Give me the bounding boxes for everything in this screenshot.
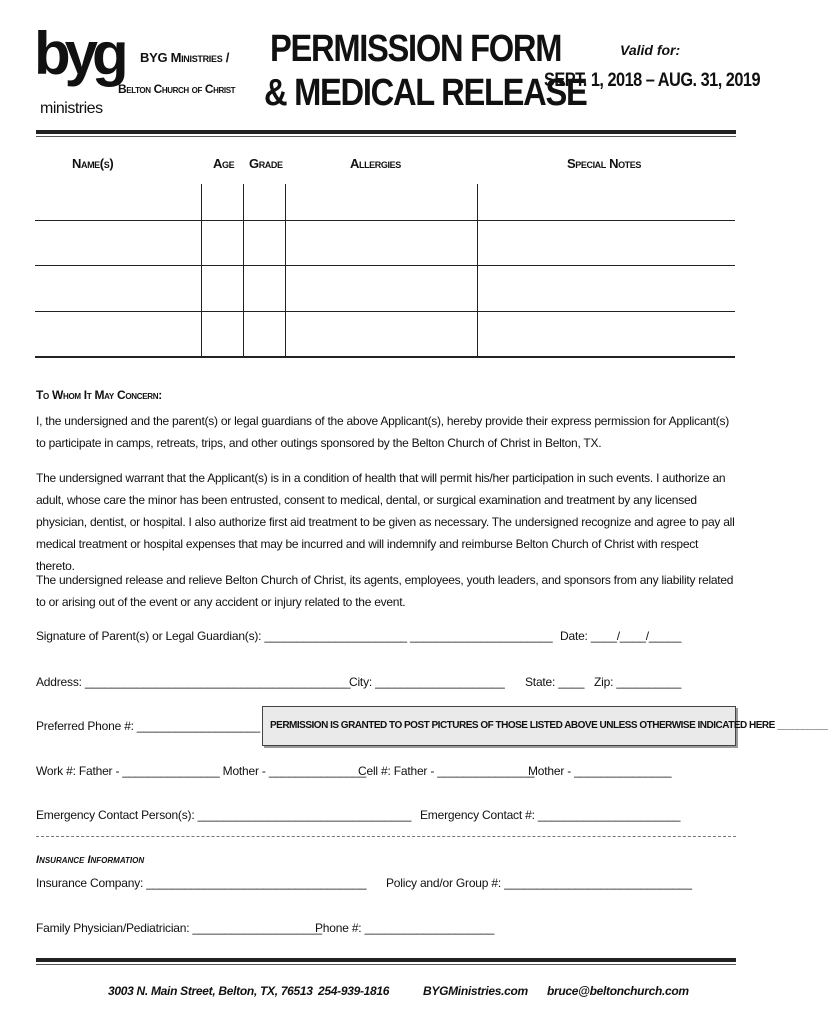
col-divider bbox=[243, 184, 244, 358]
form-title-line-1: PERMISSION FORM bbox=[270, 28, 562, 70]
svg-text:byg: byg bbox=[34, 20, 123, 87]
physician-phone-field[interactable]: Phone #: ____________________ bbox=[315, 921, 495, 935]
org-line-2: Belton Church of Christ bbox=[118, 82, 236, 96]
work-phone-field[interactable]: Work #: Father - _______________ Mother - _______________ bbox=[36, 764, 366, 778]
dashed-separator bbox=[36, 836, 736, 837]
city-field[interactable]: City: ____________________ bbox=[349, 675, 505, 689]
signature-field[interactable]: Signature of Parent(s) or Legal Guardian(s): ______________________ ______________________ bbox=[36, 629, 553, 643]
footer-address: 3003 N. Main Street, Belton, TX, 76513 bbox=[108, 984, 313, 998]
footer-rule-thin bbox=[36, 964, 736, 965]
emergency-contact-person-field[interactable]: Emergency Contact Person(s): _________________________________ bbox=[36, 808, 412, 822]
paragraph-permission: I, the undersigned and the parent(s) or legal guardians of the above Applicant(s), hereby provide their express permission for Applicant(s) to participate in camps, retreats, trips, and other outings sponsored by the Belton Church of Christ in Belton, TX. bbox=[36, 414, 729, 450]
footer-website[interactable]: BYGMinistries.com bbox=[423, 984, 528, 998]
valid-dates: SEPT. 1, 2018 – AUG. 31, 2019 bbox=[544, 70, 761, 91]
col-divider bbox=[201, 184, 202, 358]
org-line-1: BYG Ministries / bbox=[140, 50, 230, 65]
cell-phone-father-field[interactable]: Cell #: Father - _______________ bbox=[358, 764, 535, 778]
table-row-line[interactable] bbox=[35, 265, 735, 266]
preferred-phone-field[interactable]: Preferred Phone #: ___________________ bbox=[36, 719, 260, 733]
col-divider bbox=[285, 184, 286, 358]
byg-logo bbox=[34, 20, 123, 98]
col-header-names: Name(s) bbox=[72, 156, 114, 171]
insurance-section-title: Insurance Information bbox=[36, 854, 145, 866]
address-field[interactable]: Address: _________________________________________ bbox=[36, 675, 351, 689]
photo-permission-text: PERMISSION IS GRANTED TO POST PICTURES OF THOSE LISTED ABOVE UNLESS OTHERWISE INDICATED HERE __________ bbox=[270, 720, 828, 731]
table-row-line[interactable] bbox=[35, 220, 735, 221]
table-row-line[interactable] bbox=[35, 356, 735, 358]
header-rule bbox=[36, 130, 736, 134]
family-physician-field[interactable]: Family Physician/Pediatrician: ____________________ bbox=[36, 921, 323, 935]
section-title: To Whom It May Concern: bbox=[36, 388, 162, 402]
footer-phone: 254-939-1816 bbox=[318, 984, 390, 998]
valid-for-label: Valid for: bbox=[620, 42, 681, 58]
paragraph-release: The undersigned release and relieve Belton Church of Christ, its agents, employees, youth leaders, and sponsors from any liability related to or arising out of the event or any accident or injury related to the event. bbox=[36, 573, 734, 609]
col-header-special-notes: Special Notes bbox=[567, 156, 641, 171]
zip-field[interactable]: Zip: __________ bbox=[594, 675, 682, 689]
footer-email[interactable]: bruce@beltonchurch.com bbox=[547, 984, 689, 998]
date-field[interactable]: Date: ____/____/_____ bbox=[560, 629, 682, 643]
col-header-age: Age bbox=[213, 156, 235, 171]
insurance-company-field[interactable]: Insurance Company: __________________________________ bbox=[36, 876, 367, 890]
col-header-allergies: Allergies bbox=[350, 156, 401, 171]
applicants-table bbox=[35, 178, 735, 358]
state-field[interactable]: State: ____ bbox=[525, 675, 585, 689]
col-divider bbox=[477, 184, 478, 358]
paragraph-health: The undersigned warrant that the Applicant(s) is in a condition of health that will permit his/her participation in such events. I authorize an adult, whose care the minor has been entrusted, consent to medical, dental, or surgical examination and treatment by any licensed physician, dentist, or hospital. I also authorize first aid treatment to be given as necessary. The undersigned recognize and agree to pay all medical treatment or hospital expenses that may be incurred and will indemnify and reimburse Belton Church of Christ with respect thereto. bbox=[36, 471, 735, 573]
emergency-contact-number-field[interactable]: Emergency Contact #: ______________________ bbox=[420, 808, 681, 822]
table-row-line[interactable] bbox=[35, 311, 735, 312]
header-rule-thin bbox=[36, 136, 736, 137]
form-title-line-2: & MEDICAL RELEASE bbox=[264, 72, 587, 114]
col-header-grade: Grade bbox=[249, 156, 283, 171]
policy-group-field[interactable]: Policy and/or Group #: _____________________________ bbox=[386, 876, 692, 890]
byg-logo-mark bbox=[34, 20, 123, 98]
cell-phone-mother-field[interactable]: Mother - _______________ bbox=[528, 764, 672, 778]
footer-rule bbox=[36, 958, 736, 962]
logo-subtitle: ministries bbox=[40, 100, 103, 117]
